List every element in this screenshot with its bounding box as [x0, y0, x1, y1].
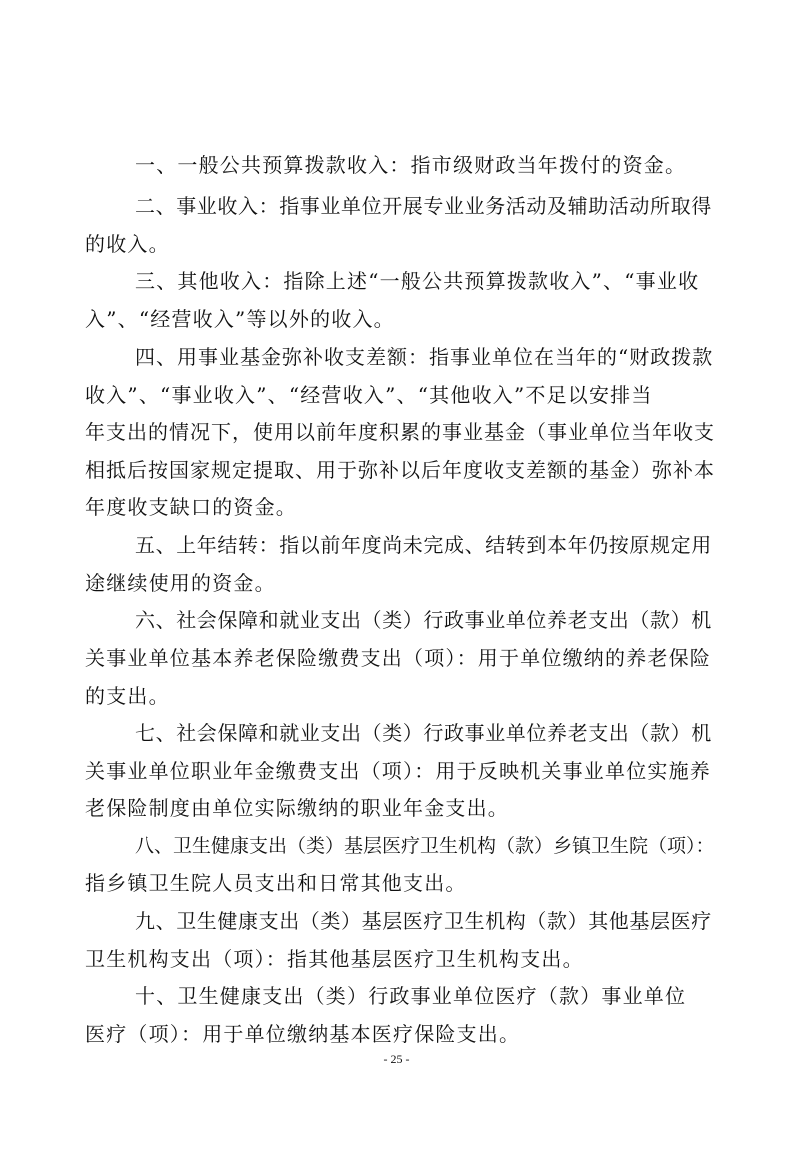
paragraph-7-line-3: 老保险制度由单位实际缴纳的职业年金支出。	[85, 796, 509, 820]
paragraph-5-line-1: 五、上年结转：指以前年度尚未完成、结转到本年仍按原规定用	[135, 533, 712, 557]
paragraph-10-line-1: 十、卫生健康支出（类）行政事业单位医疗（款）事业单位	[135, 984, 687, 1008]
paragraph-5-line-2: 途继续使用的资金。	[85, 571, 276, 595]
paragraph-6-line-3: 的支出。	[85, 684, 170, 708]
paragraph-4-line-2: 收入”、“事业收入”、“经营收入”、“其他收入”不足以安排当	[85, 383, 653, 407]
paragraph-6-line-1: 六、社会保障和就业支出（类）行政事业单位养老支出（款）机	[135, 608, 712, 632]
paragraph-2-line-2: 的收入。	[85, 232, 170, 256]
paragraph-7-line-2: 关事业单位职业年金缴费支出（项）：用于反映机关事业单位实施养	[85, 759, 711, 783]
paragraph-1-line-1: 一、一般公共预算拨款收入：指市级财政当年拨付的资金。	[135, 153, 687, 177]
paragraph-3-line-1: 三、其他收入：指除上述“一般公共预算拨款收入”、“事业收	[135, 269, 700, 293]
paragraph-8-line-2: 指乡镇卫生院人员支出和日常其他支出。	[85, 871, 467, 895]
paragraph-4-line-3: 年支出的情况下，使用以前年度积累的事业基金（事业单位当年收支	[85, 420, 715, 444]
paragraph-9-line-2: 卫生机构支出（项）：指其他基层医疗卫生机构支出。	[85, 947, 584, 971]
paragraph-3-line-2: 入”、“经营收入”等以外的收入。	[85, 307, 395, 331]
paragraph-7-line-1: 七、社会保障和就业支出（类）行政事业单位养老支出（款）机	[135, 721, 712, 745]
paragraph-2-line-1: 二、事业收入：指事业单位开展专业业务活动及辅助活动所取得	[135, 194, 712, 218]
paragraph-10-line-2: 医疗（项）：用于单位缴纳基本医疗保险支出。	[85, 1022, 521, 1046]
paragraph-6-line-2: 关事业单位基本养老保险缴费支出（项）：用于单位缴纳的养老保险	[85, 646, 711, 670]
paragraph-9-line-1: 九、卫生健康支出（类）基层医疗卫生机构（款）其他基层医疗	[135, 909, 712, 933]
paragraph-8-line-1: 八、卫生健康支出（类）基层医疗卫生机构（款）乡镇卫生院（项）：	[135, 835, 715, 857]
paragraph-4-line-1: 四、用事业基金弥补收支差额：指事业单位在当年的“财政拨款	[135, 345, 714, 369]
paragraph-4-line-4: 相抵后按国家规定提取、用于弥补以后年度收支差额的基金）弥补本	[85, 458, 715, 482]
page-number: - 25 -	[383, 1052, 410, 1066]
paragraph-4-line-5: 年度收支缺口的资金。	[85, 495, 297, 519]
